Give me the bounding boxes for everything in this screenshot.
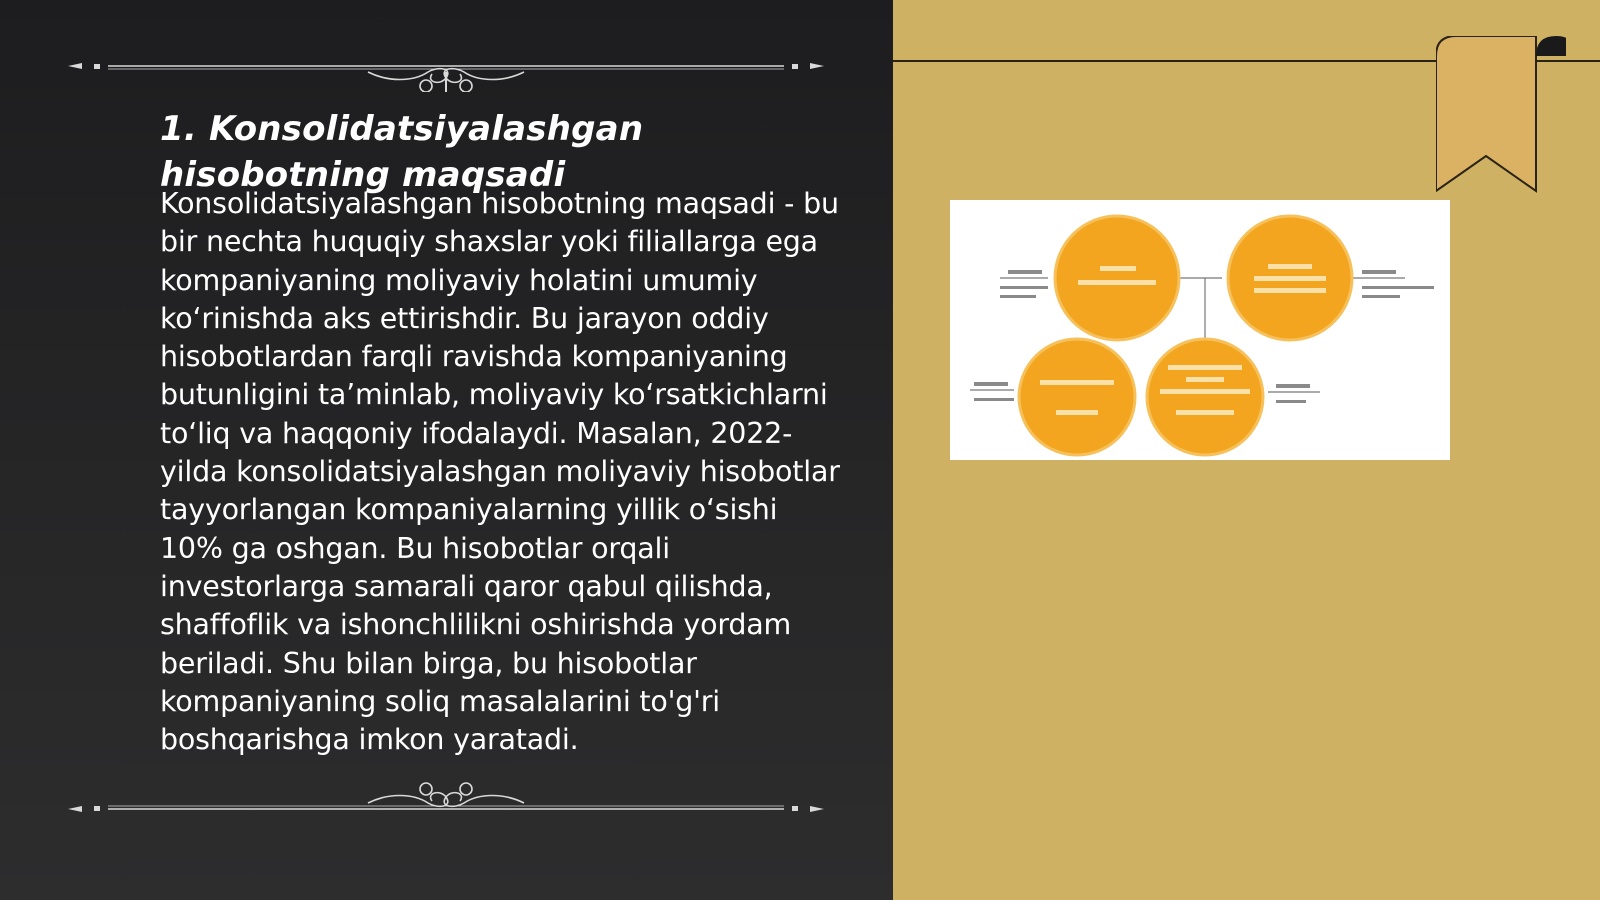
consolidation-diagram-image	[950, 200, 1450, 460]
top-ornament-icon	[68, 42, 824, 92]
ribbon-bookmark-icon	[1436, 36, 1566, 201]
bottom-ornament-icon	[68, 775, 824, 825]
body-paragraph: Konsolidatsiyalashgan hisobotning maqsadi - bu bir nechta huquqiy shaxslar yoki filiallarga ega kompaniyaning moliyaviy holatini umumiy ko‘rinishda aks ettirishdir. Bu jarayon oddiy hisobotlardan farqli ravishda kompaniyaning butunligini ta’minlab, moliyaviy ko‘rsatkichlarni to‘liq va haqqoniy ifodalaydi. Masalan, 2022-yilda konsolidatsiyalashgan moliyaviy hisobotlar tayyorlangan kompaniyalarning yillik o‘sishi 10% ga oshgan. Bu hisobotlar orqali investorlarga samarali qaror qabul qilishda, shaffoflik va ishonchlilikni oshirishda yordam beriladi. Shu bilan birga, bu hisobotlar kompaniyaning soliq masalalarini to'g'ri boshqarishga imkon yaratadi.	[160, 187, 840, 757]
slide-title: 1. Konsolidatsiyalashgan hisobotning maqsadi	[160, 109, 644, 195]
